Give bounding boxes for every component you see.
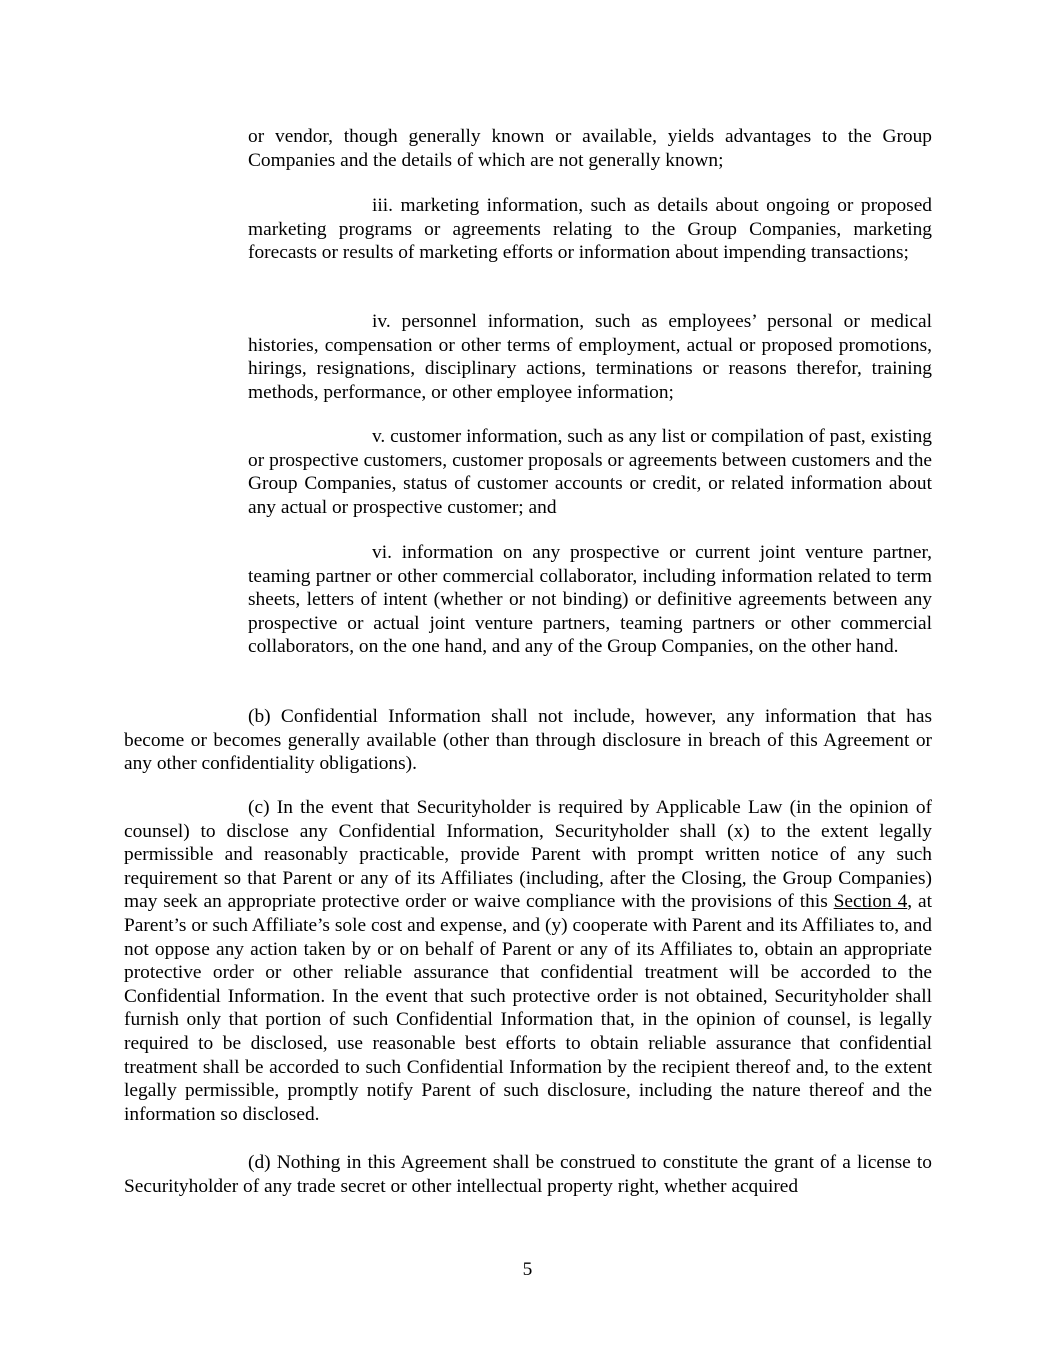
paragraph-c [124, 796, 932, 1126]
list-item-vi-joint-venture: vi. information on any prospective or current joint venture partner, teaming partner or other commercial collaborator, including information related to term sheets, letters of intent (whether or not binding) or definitive agreements between any prospective or actual joint venture partners, teaming partners or other commercial collaborators, on the one hand, and any of the Group Companies, on the other hand. [248, 542, 932, 658]
paragraph-c-text-2: , at Parent’s or such Affiliate’s sole cost and expense, and (y) cooperate with Parent and its Affiliates to, and not oppose any action taken by or on behalf of Parent or any of its Affiliates to, obtain an appropriate protective order or other reliable assurance that confidential treatment will be accorded to the Confidential Information. In the event that such protective order is not obtained, Securityholder shall furnish only that portion of such Confidential Information that, in the opinion of counsel, is legally required to be disclosed, use reasonable best efforts to obtain reliable assurance that confidential treatment shall be accorded to such Confidential Information by the recipient thereof and, to the extent legally permissible, promptly notify Parent of such disclosure, including the nature thereof and the information so disclosed. [124, 891, 932, 1125]
paragraph-c-text-1: (c) In the event that Securityholder is required by Applicable Law (in the opinion of counsel) to disclose any Confidential Information, Securityholder shall (x) to the extent legally permissible and reasonably practicable, provide Parent with prompt written notice of any such requirement so that Parent or any of its Affiliates (including, after the Closing, the Group Companies) may seek an appropriate protective order or waive compliance with the provisions of this [124, 797, 932, 913]
page-number: 5 [522, 1259, 533, 1280]
continuation-paragraph: or vendor, though generally known or available, yields advantages to the Group Companies and the details of which are not generally known; [248, 126, 932, 171]
section-4-reference: Section 4 [833, 891, 908, 913]
list-item-iii-marketing: iii. marketing information, such as details about ongoing or proposed marketing programs or agreements relating to the Group Companies, marketing forecasts or results of marketing efforts or information about impending transactions; [248, 195, 932, 264]
list-item-v-customer: v. customer information, such as any list or compilation of past, existing or prospective customers, customer proposals or agreements between customers and the Group Companies, status of customer accounts or credit, or related information about any actual or prospective customer; and [248, 426, 932, 518]
paragraph-d: (d) Nothing in this Agreement shall be construed to constitute the grant of a license to Securityholder of any trade secret or other intellectual property right, whether acquired [124, 1152, 932, 1197]
list-item-iv-personnel: iv. personnel information, such as employees’ personal or medical histories, compensation or other terms of employment, actual or proposed promotions, hirings, resignations, disciplinary actions, terminations or reasons therefor, training methods, performance, or other employee information; [248, 311, 932, 403]
paragraph-b: (b) Confidential Information shall not include, however, any information that has become or becomes generally available (other than through disclosure in breach of this Agreement or any other confidentiality obligations). [124, 706, 932, 775]
